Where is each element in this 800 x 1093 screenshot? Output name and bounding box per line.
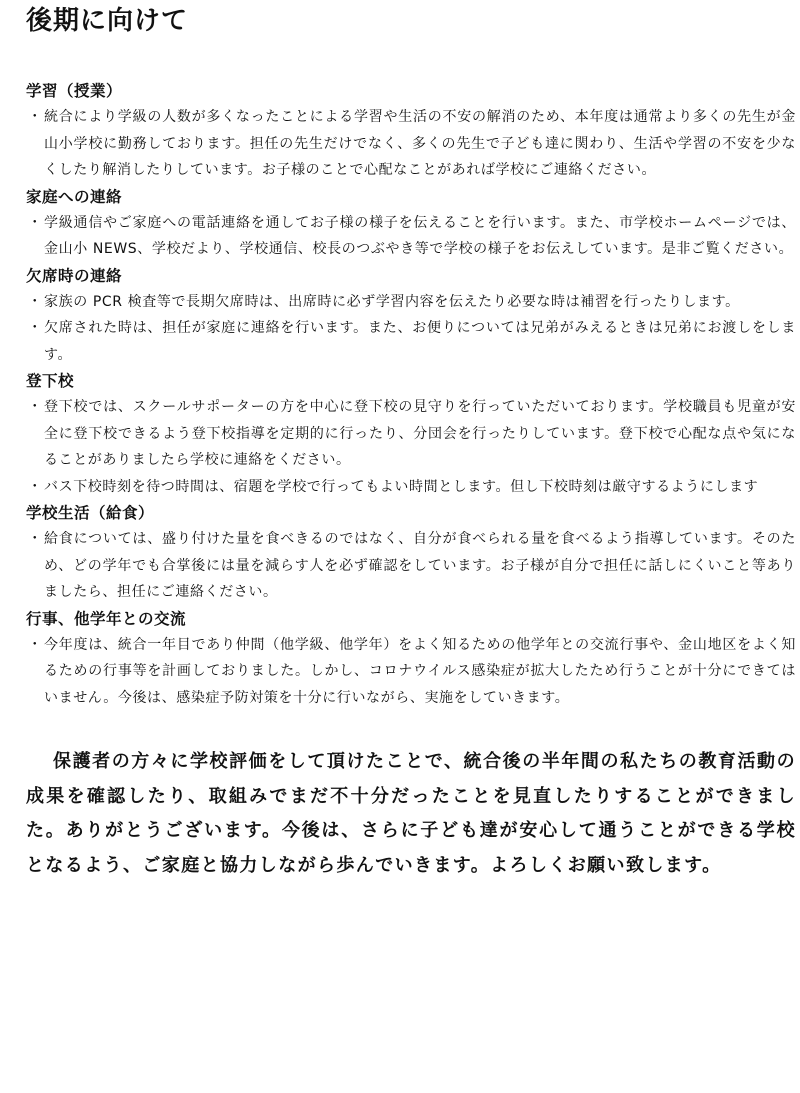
bullet-text: 学級通信やご家庭への電話連絡を通してお子様の様子を伝えることを行います。また、市学校ホームページでは、金山小 NEWS、学校だより、学校通信、校長のつぶやき等で学校の様子をお伝えしています。是非ご覧ください。 xyxy=(44,214,796,257)
bullet-mark: ・ xyxy=(27,320,43,336)
bullet-mark: ・ xyxy=(27,636,43,653)
section-heading: 学校生活（給食） xyxy=(26,504,155,522)
bullet-item xyxy=(26,526,796,606)
bullet-mark: ・ xyxy=(27,399,43,415)
sections xyxy=(26,78,796,711)
section-events xyxy=(26,606,796,712)
page-title: 後期に向けて xyxy=(26,6,189,36)
bullet-item xyxy=(26,289,796,316)
bullet-item xyxy=(26,394,796,474)
bullet-text: 登下校では、スクールサポーターの方を中心に登下校の見守りを行っていただいております。学校職員も児童が安全に登下校できるよう登下校指導を定期的に行ったり、分団会を行ったりしています。登下校で心配な点や気になることがありましたら学校に連絡をください。 xyxy=(44,399,796,468)
bullet-item xyxy=(26,474,796,501)
section-heading: 欠席時の連絡 xyxy=(26,266,123,285)
section-home-contact xyxy=(26,184,796,263)
bullet-item xyxy=(26,104,796,184)
bullet-text: バス下校時刻を待つ時間は、宿題を学校で行ってもよい時間とします。但し下校時刻は厳守するようにします xyxy=(44,478,759,495)
bullet-mark: ・ xyxy=(27,293,43,310)
section-heading: 学習（授業） xyxy=(26,82,123,100)
bullet-item xyxy=(26,632,796,712)
bullet-mark: ・ xyxy=(27,531,43,547)
bullet-item xyxy=(26,315,796,368)
bullet-item xyxy=(26,210,796,263)
bullet-mark: ・ xyxy=(27,478,43,495)
bullet-mark: ・ xyxy=(27,214,43,231)
section-absence-contact xyxy=(26,263,796,369)
closing-message: 保護者の方々に学校評価をして頂けたことで、統合後の半年間の私たちの教育活動の成果を確認したり、取組みでまだ不十分だったことを見直したりすることができました。ありがとうございます。今後は、さらに子ども達が安心して通うことができる学校となるよう、ご家庭と協力しながら歩んでいきます。よろしくお願い致します。 xyxy=(26,751,796,876)
section-heading: 家庭への連絡 xyxy=(26,187,123,206)
bullet-mark: ・ xyxy=(27,109,43,125)
bullet-text: 欠席された時は、担任が家庭に連絡を行います。また、お便りについては兄弟がみえるときは兄弟にお渡しをします。 xyxy=(44,320,796,363)
bullet-text: 今年度は、統合一年目であり仲間（他学級、他学年）をよく知るための他学年との交流行事や、金山地区をよく知るための行事等を計画しておりました。しかし、コロナウイルス感染症が拡大したため行うことが十分にできてはいません。今後は、感染症予防対策を十分に行いながら、実施をしていきます。 xyxy=(44,636,796,706)
section-heading: 行事、他学年との交流 xyxy=(26,609,187,628)
bullet-text: 給食については、盛り付けた量を食べきるのではなく、自分が食べられる量を食べるよう指導しています。そのため、どの学年でも合掌後には量を減らす人を必ず確認をしています。お子様が自分で担任に話しにくいこと等ありましたら、担任にご連絡ください。 xyxy=(44,531,796,600)
section-study xyxy=(26,78,796,184)
section-commute xyxy=(26,368,796,500)
bullet-text: 統合により学級の人数が多くなったことによる学習や生活の不安の解消のため、本年度は通常より多くの先生が金山小学校に勤務しております。担任の先生だけでなく、多くの先生で子ども達に関わり、生活や学習の不安を少なくしたり解消したりしています。お子様のことで心配なことがあれば学校にご連絡ください。 xyxy=(44,109,796,178)
bullet-text: 家族の PCR 検査等で長期欠席時は、出席時に必ず学習内容を伝えたり必要な時は補習を行ったりします。 xyxy=(44,293,740,310)
section-heading: 登下校 xyxy=(26,372,75,390)
section-school-life xyxy=(26,500,796,606)
